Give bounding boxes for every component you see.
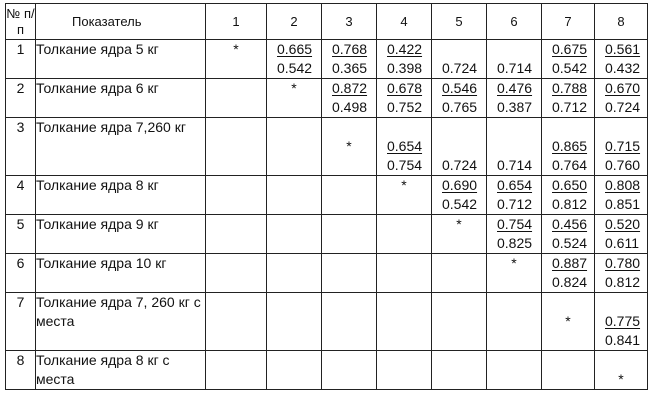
cell-line [432, 176, 486, 195]
header-row [6, 4, 648, 40]
underlined-value: 0.754 [497, 216, 533, 232]
cell-line [487, 40, 541, 59]
cell-line [267, 40, 321, 59]
cell-line [595, 59, 647, 78]
cell-line [542, 137, 594, 156]
diagonal-mark: * [618, 371, 624, 387]
underlined-value: 0.670 [605, 80, 641, 96]
diagonal-mark: * [346, 138, 352, 154]
indicator-name: Толкание ядра 6 кг [36, 79, 206, 118]
cell-line [595, 137, 647, 156]
correlation-cell [595, 351, 648, 390]
correlation-cell [377, 293, 432, 351]
correlation-cell [542, 118, 595, 176]
correlation-cell [377, 215, 432, 254]
correlation-cell [267, 40, 322, 79]
correlation-cell [432, 254, 487, 293]
correlation-cell [206, 293, 267, 351]
correlation-value: 0.524 [552, 235, 588, 251]
header-col: 5 [432, 4, 487, 40]
underlined-value: 0.865 [552, 138, 588, 154]
correlation-value: 0.724 [605, 99, 641, 115]
correlation-cell [542, 215, 595, 254]
cell-line [542, 118, 594, 137]
header-col: 4 [377, 4, 432, 40]
cell-line [595, 79, 647, 98]
correlation-cell [322, 215, 377, 254]
cell-line [542, 79, 594, 98]
underlined-value: 0.561 [605, 41, 641, 57]
underlined-value: 0.887 [552, 255, 588, 271]
diagonal-mark: * [233, 41, 239, 57]
correlation-value: 0.542 [277, 60, 313, 76]
correlation-cell [595, 254, 648, 293]
correlation-cell [595, 293, 648, 351]
underlined-value: 0.788 [552, 80, 588, 96]
header-col: 6 [487, 4, 542, 40]
cell-line [377, 156, 431, 175]
correlation-value: 0.824 [552, 274, 588, 290]
correlation-cell [432, 215, 487, 254]
cell-line [487, 215, 541, 234]
underlined-value: 0.476 [497, 80, 533, 96]
correlation-value: 0.542 [552, 60, 588, 76]
cell-line [377, 40, 431, 59]
cell-line [595, 176, 647, 195]
correlation-cell [322, 351, 377, 390]
cell-line [377, 118, 431, 137]
cell-line [432, 137, 486, 156]
cell-line [487, 176, 541, 195]
cell-line [487, 234, 541, 253]
correlation-cell [432, 293, 487, 351]
correlation-value: 0.765 [442, 99, 478, 115]
header-indicator: Показатель [36, 4, 206, 40]
cell-line [322, 59, 376, 78]
cell-line [595, 273, 647, 292]
cell-line [487, 254, 541, 273]
cell-line [542, 156, 594, 175]
header-num: № п/п [6, 4, 36, 40]
cell-line [542, 273, 594, 292]
row-number: 1 [6, 40, 36, 79]
underlined-value: 0.650 [552, 177, 588, 193]
cell-line [595, 156, 647, 175]
correlation-value: 0.754 [387, 157, 423, 173]
underlined-value: 0.690 [442, 177, 478, 193]
underlined-value: 0.715 [605, 138, 641, 154]
underlined-value: 0.808 [605, 177, 641, 193]
diagonal-mark: * [565, 313, 571, 329]
correlation-cell [206, 40, 267, 79]
cell-line [542, 312, 594, 331]
cell-line [542, 215, 594, 234]
cell-line [595, 312, 647, 331]
table-row [6, 215, 648, 254]
correlation-cell [487, 79, 542, 118]
cell-line [322, 79, 376, 98]
cell-line [487, 195, 541, 214]
correlation-cell [377, 118, 432, 176]
cell-line [595, 195, 647, 214]
correlation-cell [206, 215, 267, 254]
underlined-value: 0.872 [332, 80, 368, 96]
correlation-value: 0.851 [605, 196, 641, 212]
correlation-cell [542, 254, 595, 293]
cell-line [322, 137, 376, 156]
correlation-table [5, 3, 648, 390]
correlation-cell [377, 79, 432, 118]
cell-line [595, 215, 647, 234]
underlined-value: 0.520 [605, 216, 641, 232]
cell-line [267, 59, 321, 78]
correlation-value: 0.714 [497, 157, 533, 173]
correlation-cell [487, 351, 542, 390]
correlation-value: 0.812 [552, 196, 588, 212]
cell-line [542, 293, 594, 312]
header-col: 7 [542, 4, 595, 40]
header-col: 1 [206, 4, 267, 40]
underlined-value: 0.654 [387, 138, 423, 154]
cell-line [542, 176, 594, 195]
correlation-value: 0.712 [497, 196, 533, 212]
correlation-cell [322, 118, 377, 176]
diagonal-mark: * [291, 80, 297, 96]
correlation-cell [487, 215, 542, 254]
correlation-value: 0.542 [442, 196, 478, 212]
correlation-cell [377, 40, 432, 79]
header-col: 2 [267, 4, 322, 40]
underlined-value: 0.422 [387, 41, 423, 57]
row-number: 5 [6, 215, 36, 254]
row-number: 4 [6, 176, 36, 215]
correlation-value: 0.724 [442, 157, 478, 173]
correlation-cell [432, 176, 487, 215]
cell-line [542, 59, 594, 78]
correlation-cell [322, 176, 377, 215]
correlation-value: 0.498 [332, 99, 368, 115]
correlation-cell [322, 79, 377, 118]
correlation-cell [432, 79, 487, 118]
indicator-name: Толкание ядра 8 кг [36, 176, 206, 215]
correlation-cell [542, 40, 595, 79]
correlation-cell [487, 293, 542, 351]
correlation-cell [206, 118, 267, 176]
cell-line [487, 98, 541, 117]
correlation-value: 0.764 [552, 157, 588, 173]
correlation-cell [267, 351, 322, 390]
cell-line [595, 118, 647, 137]
correlation-cell [542, 293, 595, 351]
correlation-value: 0.398 [387, 60, 423, 76]
cell-line [432, 195, 486, 214]
correlation-cell [487, 254, 542, 293]
correlation-value: 0.841 [605, 332, 641, 348]
correlation-value: 0.724 [442, 60, 478, 76]
cell-line [595, 370, 647, 389]
underlined-value: 0.456 [552, 216, 588, 232]
correlation-cell [487, 118, 542, 176]
indicator-name: Толкание ядра 8 кг с места [36, 351, 206, 390]
diagonal-mark: * [401, 177, 407, 193]
cell-line [487, 137, 541, 156]
correlation-cell [206, 176, 267, 215]
correlation-cell [267, 79, 322, 118]
indicator-name: Толкание ядра 9 кг [36, 215, 206, 254]
table-row [6, 254, 648, 293]
table-row [6, 79, 648, 118]
cell-line [595, 254, 647, 273]
cell-line [542, 234, 594, 253]
correlation-cell [432, 40, 487, 79]
cell-line [206, 40, 266, 59]
cell-line [322, 98, 376, 117]
row-number: 8 [6, 351, 36, 390]
indicator-name: Толкание ядра 7,260 кг [36, 118, 206, 176]
correlation-cell [206, 351, 267, 390]
cell-line [432, 156, 486, 175]
table-row [6, 40, 648, 79]
correlation-cell [432, 351, 487, 390]
cell-line [432, 215, 486, 234]
header-col: 8 [595, 4, 648, 40]
cell-line [595, 98, 647, 117]
cell-line [322, 40, 376, 59]
indicator-name: Толкание ядра 7, 260 кг с места [36, 293, 206, 351]
correlation-cell [322, 40, 377, 79]
cell-line [432, 98, 486, 117]
correlation-cell [267, 176, 322, 215]
underlined-value: 0.768 [332, 41, 368, 57]
correlation-cell [267, 118, 322, 176]
cell-line [487, 118, 541, 137]
underlined-value: 0.675 [552, 41, 588, 57]
cell-line [432, 40, 486, 59]
table-body [6, 40, 648, 390]
table-row [6, 293, 648, 351]
correlation-value: 0.752 [387, 99, 423, 115]
cell-line [377, 176, 431, 195]
cell-line [595, 351, 647, 370]
underlined-value: 0.546 [442, 80, 478, 96]
correlation-cell [432, 118, 487, 176]
correlation-cell [542, 176, 595, 215]
cell-line [542, 195, 594, 214]
cell-line [542, 40, 594, 59]
correlation-cell [595, 215, 648, 254]
correlation-value: 0.825 [497, 235, 533, 251]
cell-line [322, 118, 376, 137]
row-number: 6 [6, 254, 36, 293]
underlined-value: 0.678 [387, 80, 423, 96]
cell-line [377, 137, 431, 156]
underlined-value: 0.665 [277, 41, 313, 57]
correlation-cell [487, 176, 542, 215]
correlation-cell [595, 176, 648, 215]
cell-line [595, 293, 647, 312]
underlined-value: 0.654 [497, 177, 533, 193]
table-row [6, 176, 648, 215]
correlation-value: 0.812 [605, 274, 641, 290]
table-row [6, 118, 648, 176]
row-number: 7 [6, 293, 36, 351]
correlation-cell [206, 254, 267, 293]
correlation-cell [322, 293, 377, 351]
correlation-cell [267, 254, 322, 293]
correlation-value: 0.760 [605, 157, 641, 173]
diagonal-mark: * [511, 255, 517, 271]
cell-line [432, 59, 486, 78]
correlation-value: 0.387 [497, 99, 533, 115]
correlation-cell [542, 79, 595, 118]
correlation-value: 0.611 [605, 235, 639, 251]
row-number: 2 [6, 79, 36, 118]
correlation-cell [595, 118, 648, 176]
cell-line [487, 79, 541, 98]
row-number: 3 [6, 118, 36, 176]
cell-line [487, 156, 541, 175]
cell-line [595, 331, 647, 350]
correlation-cell [377, 254, 432, 293]
indicator-name: Толкание ядра 5 кг [36, 40, 206, 79]
cell-line [432, 118, 486, 137]
table-row [6, 351, 648, 390]
cell-line [542, 254, 594, 273]
cell-line [595, 40, 647, 59]
correlation-value: 0.365 [332, 60, 368, 76]
cell-line [595, 234, 647, 253]
correlation-cell [377, 351, 432, 390]
correlation-value: 0.712 [552, 99, 588, 115]
correlation-cell [487, 40, 542, 79]
correlation-cell [542, 351, 595, 390]
cell-line [377, 79, 431, 98]
correlation-value: 0.714 [497, 60, 533, 76]
cell-line [487, 59, 541, 78]
correlation-cell [377, 176, 432, 215]
header-col: 3 [322, 4, 377, 40]
correlation-cell [595, 79, 648, 118]
cell-line [542, 98, 594, 117]
correlation-value: 0.432 [605, 60, 641, 76]
correlation-cell [206, 79, 267, 118]
cell-line [267, 79, 321, 98]
correlation-cell [322, 254, 377, 293]
cell-line [377, 98, 431, 117]
cell-line [432, 79, 486, 98]
indicator-name: Толкание ядра 10 кг [36, 254, 206, 293]
cell-line [377, 59, 431, 78]
diagonal-mark: * [456, 216, 462, 232]
underlined-value: 0.780 [605, 255, 641, 271]
correlation-cell [267, 215, 322, 254]
correlation-cell [267, 293, 322, 351]
correlation-cell [595, 40, 648, 79]
underlined-value: 0.775 [605, 313, 641, 329]
